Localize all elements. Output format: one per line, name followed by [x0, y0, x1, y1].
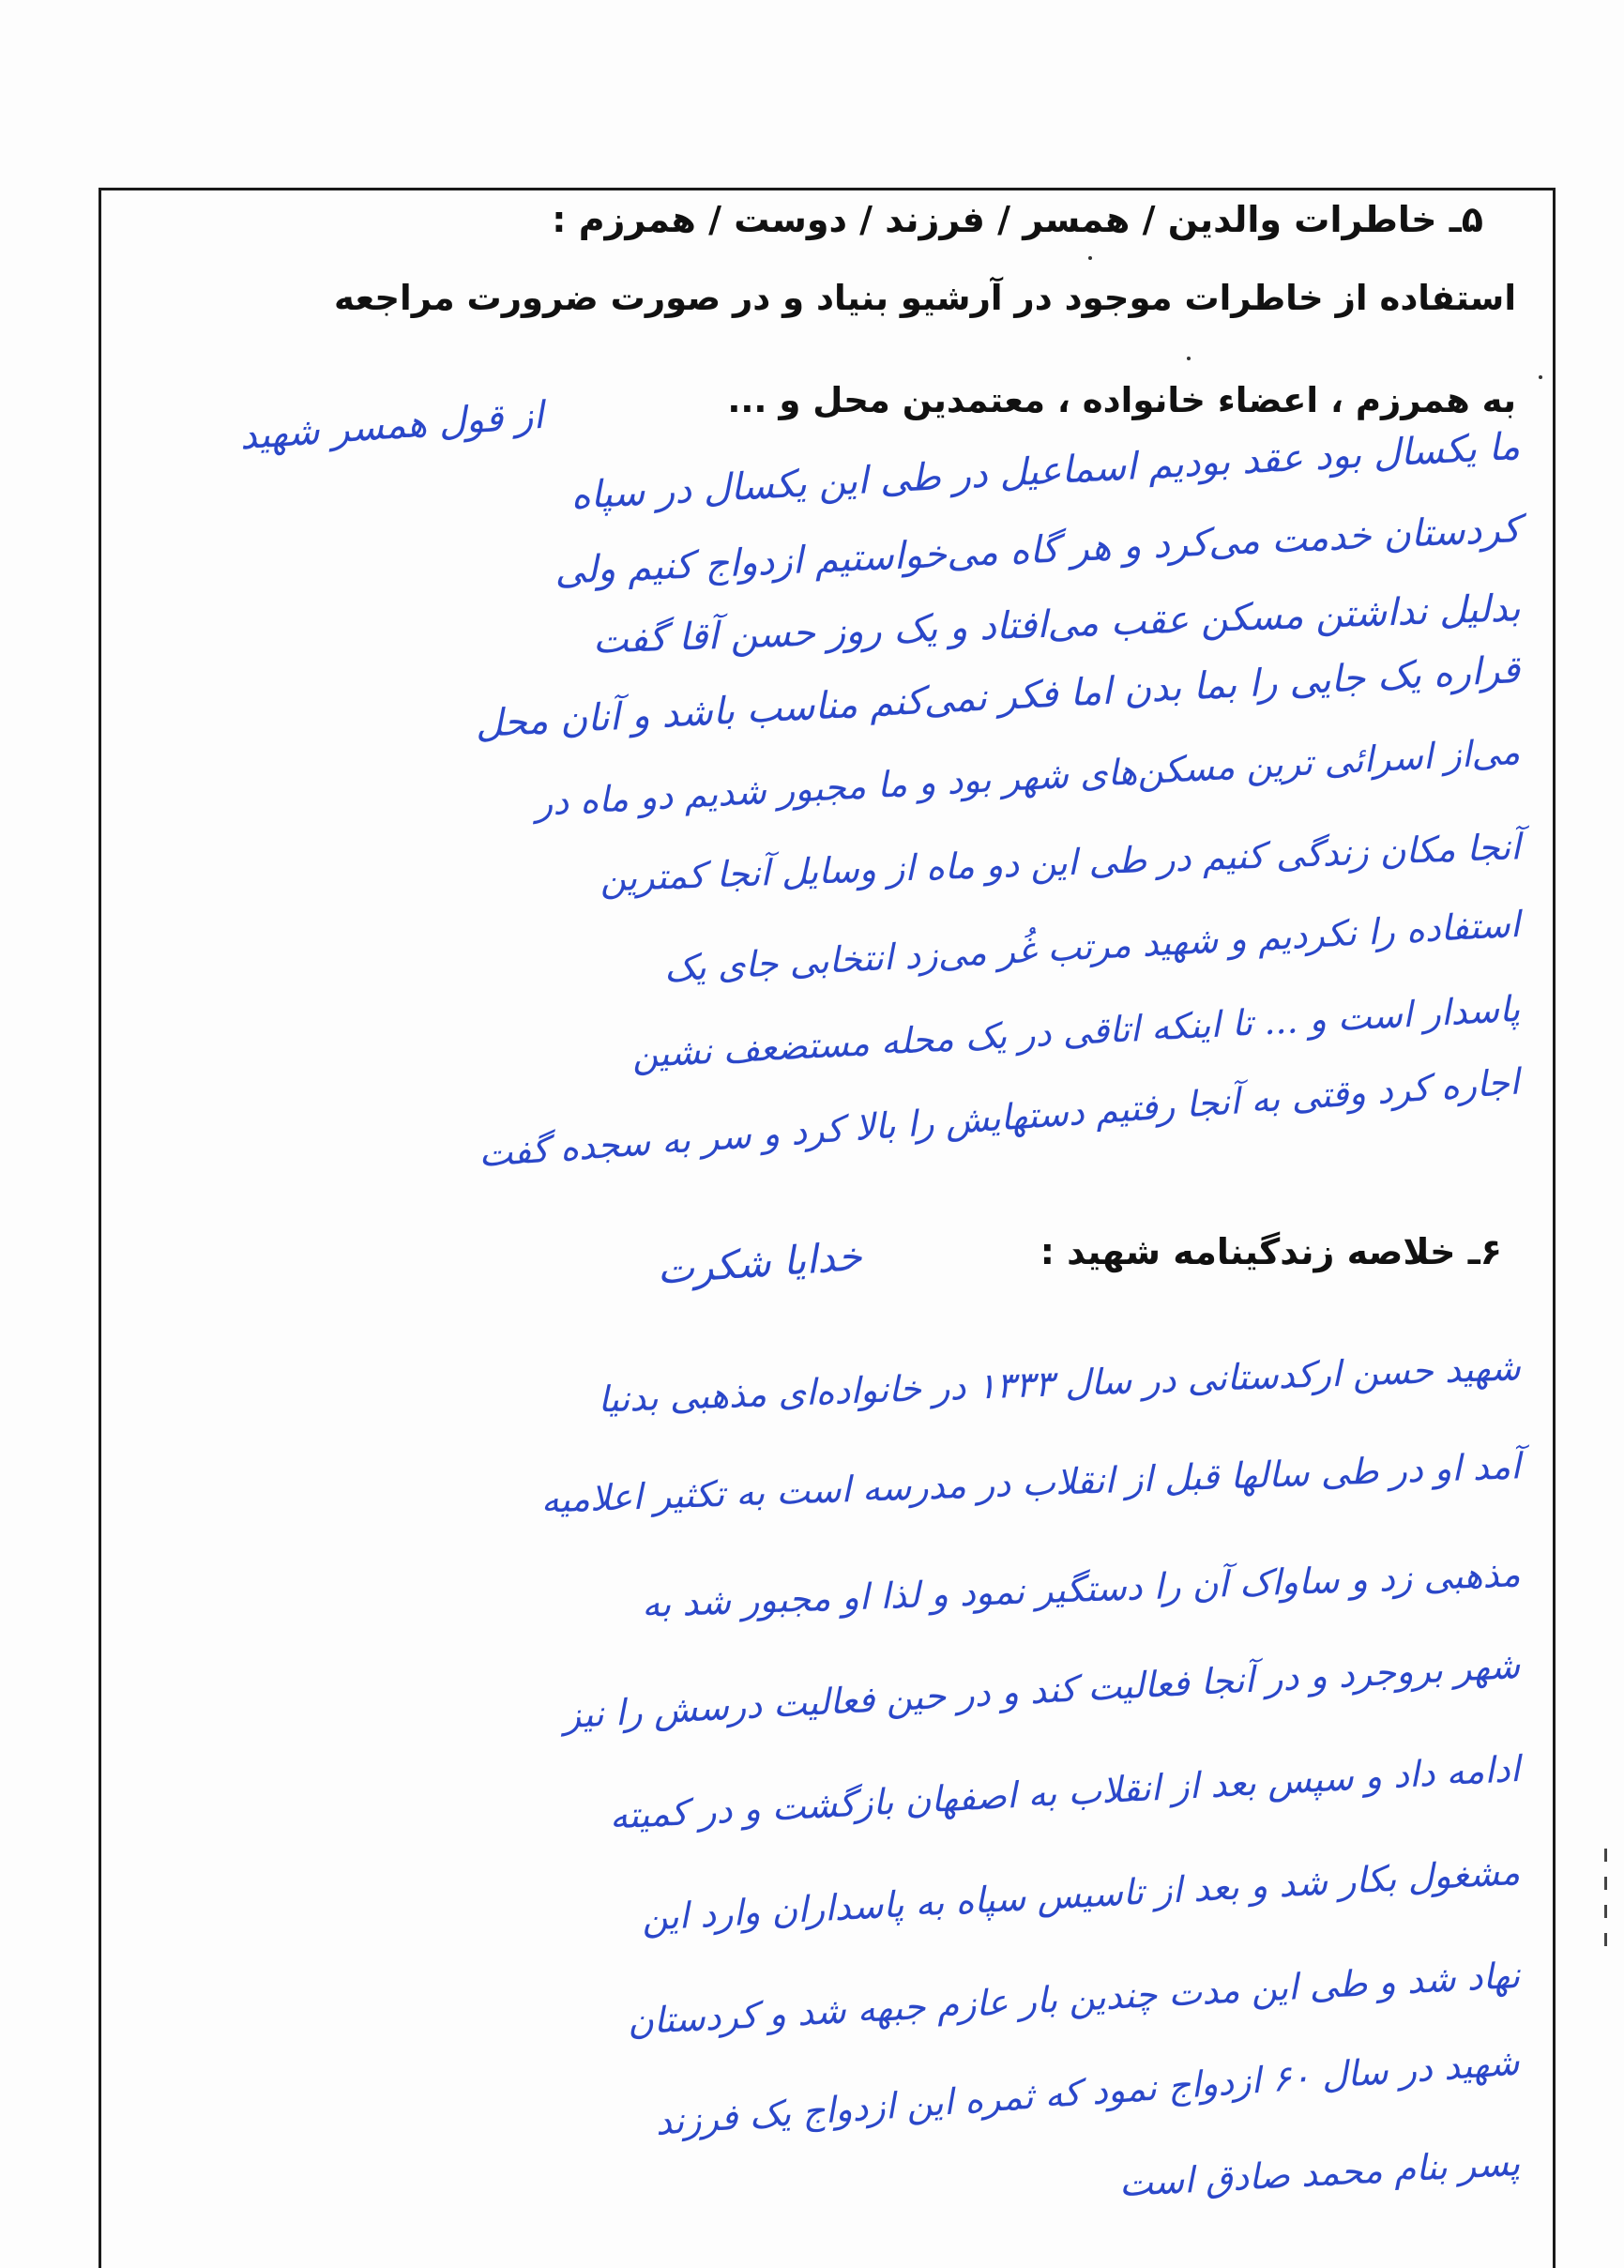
- scan-mark: [1604, 1905, 1607, 1918]
- s5-hand-line-5: آنجا مکان زندگی کنیم در طی این دو ماه از وسایل آنجا کمترین: [599, 826, 1522, 900]
- s6-hand-line-1: آمد او در طی سالها قبل از انقلاب در مدرسه است به تکثیر اعلامیه: [539, 1445, 1522, 1521]
- scan-mark: [1088, 256, 1092, 260]
- s6-hand-line-2: مذهبی زد و ساواک آن را دستگیر نمود و لذا او مجبور شد به: [641, 1553, 1522, 1625]
- s5-hand-line-0: ما یکسال بود عقد بودیم اسماعیل در طی این یکسال در سپاه: [569, 424, 1522, 518]
- s5-hand-line-2: بدلیل نداشتن مسکن عقب می‌افتاد و یک روز حسن آقا گفت: [592, 586, 1522, 662]
- scan-mark: [1187, 357, 1191, 360]
- s6-hand-line-8: پسر بنام محمد صادق است: [1117, 2141, 1522, 2205]
- s6-hand-line-0: شهید حسن ارکدستانی در سال ۱۳۳۳ در خانواده‌ای مذهبی بدنیا: [597, 1347, 1522, 1421]
- s5-hand-line-8: اجاره کرد وقتی به آنجا رفتیم دستهایش را بالا کرد و سر به سجده گفت: [477, 1060, 1521, 1175]
- section6-heading: ۶ـ خلاصه زندگینامه شهید :: [1031, 1231, 1502, 1272]
- section5-instruction-line2: به همرزم ، اعضاء خانواده ، معتمدین محل و ...: [727, 380, 1516, 420]
- s6-hand-line-7: شهید در سال ۶۰ ازدواج نمود که ثمره این ازدواج یک فرزند: [654, 2041, 1521, 2143]
- scan-mark: [1604, 1849, 1607, 1862]
- scan-mark: [1604, 1877, 1607, 1890]
- s5-hand-line-6: استفاده را نکردیم و شهید مرتب غُر می‌زد انتخابی جای یک: [662, 903, 1522, 990]
- section5-instruction-line1: استفاده از خاطرات موجود در آرشیو بنیاد و در صورت ضرورت مراجعه: [334, 278, 1516, 318]
- scan-mark: [1604, 1933, 1607, 1946]
- s6-hand-line-3: شهر بروجرد و در آنجا فعالیت کند و در حین فعالیت درسش را نیز: [562, 1644, 1522, 1737]
- s6-hand-line-6: نهاد شد و طی این مدت چندین بار عازم جبهه شد و کردستان: [626, 1954, 1522, 2043]
- s5-hand-line-3: قراره یک جایی را بما بدن اما فکر نمی‌کنم مناسب باشد و آنان محل: [474, 647, 1522, 747]
- s5-hand-line-7: پاسدار است و ... تا اینکه اتاقی در یک محله مستضعف نشین: [630, 987, 1522, 1076]
- section5-heading: ۵ـ خاطرات والدین / همسر / فرزند / دوست / همرزم :: [552, 199, 1483, 240]
- section5-handwritten-prefix: از قول همسر شهید: [238, 393, 545, 459]
- s6-hand-line-5: مشغول بکار شد و بعد از تاسیس سپاه به پاسداران وارد این: [640, 1850, 1522, 1939]
- s5-hand-line-9: خدایا شکرت: [655, 1232, 864, 1293]
- s6-hand-line-4: ادامه داد و سپس بعد از انقلاب به اصفهان بازگشت و در کمیته: [608, 1747, 1522, 1837]
- s5-hand-line-4: می‌از اسرائی ترین مسکن‌های شهر بود و ما مجبور شدیم دو ماه در: [534, 730, 1522, 824]
- s5-hand-line-1: کردستان خدمت می‌کرد و هر گاه می‌خواستیم ازدواج کنیم ولی: [554, 508, 1522, 593]
- scan-mark: [1539, 375, 1542, 379]
